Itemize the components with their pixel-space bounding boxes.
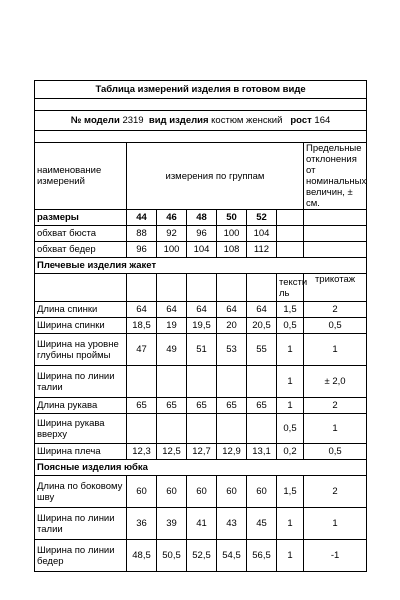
knit-tolerance: 2 <box>304 476 367 508</box>
value-cell <box>127 366 157 398</box>
spacer-row <box>35 99 367 111</box>
table-row <box>35 444 367 460</box>
value-cell: 12,3 <box>127 444 157 460</box>
textile-tolerance: 0,2 <box>277 444 304 460</box>
value-cell: 20,5 <box>247 318 277 334</box>
size-cell: 48 <box>187 210 217 226</box>
textile-tolerance: 0,5 <box>277 414 304 444</box>
value-cell: 60 <box>127 476 157 508</box>
value-cell: 48,5 <box>127 540 157 572</box>
table-row <box>35 226 367 242</box>
empty-cell <box>35 274 127 302</box>
value-cell: 18,5 <box>127 318 157 334</box>
knit-tolerance: 2 <box>304 398 367 414</box>
value-cell: 96 <box>127 242 157 258</box>
empty-cell <box>304 210 367 226</box>
value-cell: 65 <box>247 398 277 414</box>
row-label: обхват бюста <box>35 226 127 242</box>
knit-tolerance: 1 <box>304 414 367 444</box>
table-row <box>35 414 367 444</box>
value-cell: 54,5 <box>217 540 247 572</box>
value-cell <box>187 366 217 398</box>
value-cell <box>247 414 277 444</box>
height-value: 164 <box>314 115 331 126</box>
value-cell <box>157 366 187 398</box>
value-cell: 60 <box>157 476 187 508</box>
value-cell: 60 <box>247 476 277 508</box>
value-cell: 41 <box>187 508 217 540</box>
value-cell: 19,5 <box>187 318 217 334</box>
value-cell <box>217 366 247 398</box>
value-cell: 12,7 <box>187 444 217 460</box>
name-column-header: наименование измерений <box>35 143 127 210</box>
textile-tolerance: 1 <box>277 540 304 572</box>
value-cell: 60 <box>217 476 247 508</box>
table-row <box>35 508 367 540</box>
table-row <box>35 334 367 366</box>
textile-tolerance: 1 <box>277 334 304 366</box>
value-cell: 12,5 <box>157 444 187 460</box>
section-title-skirt: Поясные изделия юбка <box>35 460 367 476</box>
value-cell <box>187 414 217 444</box>
value-cell: 104 <box>187 242 217 258</box>
knit-tolerance: 1 <box>304 334 367 366</box>
model-info-line <box>35 111 367 131</box>
empty-cell <box>277 226 304 242</box>
height-label: рост <box>290 115 312 126</box>
value-cell: 53 <box>217 334 247 366</box>
textile-tolerance: 1 <box>277 398 304 414</box>
empty-cell <box>157 274 187 302</box>
empty-cell <box>217 274 247 302</box>
table-row <box>35 540 367 572</box>
value-cell: 47 <box>127 334 157 366</box>
textile-tolerance: 1,5 <box>277 302 304 318</box>
model-value: 2319 <box>122 115 144 126</box>
value-cell: 104 <box>247 226 277 242</box>
knit-tolerance: ± 2,0 <box>304 366 367 398</box>
knit-tolerance: 2 <box>304 302 367 318</box>
value-cell: 52,5 <box>187 540 217 572</box>
value-cell: 92 <box>157 226 187 242</box>
value-cell: 100 <box>217 226 247 242</box>
knit-tolerance: -1 <box>304 540 367 572</box>
row-label: Ширина спинки <box>35 318 127 334</box>
value-cell: 50,5 <box>157 540 187 572</box>
size-cell: 50 <box>217 210 247 226</box>
sizes-row <box>35 210 367 226</box>
spacer-row <box>35 131 367 143</box>
section-title-jacket: Плечевые изделия жакет <box>35 258 367 274</box>
table-row <box>35 476 367 508</box>
value-cell: 56,5 <box>247 540 277 572</box>
value-cell: 45 <box>247 508 277 540</box>
value-cell: 88 <box>127 226 157 242</box>
empty-cell <box>247 274 277 302</box>
value-cell: 65 <box>127 398 157 414</box>
row-label: Ширина плеча <box>35 444 127 460</box>
value-cell: 20 <box>217 318 247 334</box>
table-row <box>35 242 367 258</box>
empty-cell <box>127 274 157 302</box>
knit-tolerance: 0,5 <box>304 444 367 460</box>
groups-column-header: измерения по группам <box>127 143 304 210</box>
value-cell: 64 <box>127 302 157 318</box>
value-cell: 96 <box>187 226 217 242</box>
row-label: Ширина по линии бедер <box>35 540 127 572</box>
empty-cell <box>277 242 304 258</box>
tolerance-column-header: Предельные отклонения от номинальных величин, ± см. <box>304 143 367 210</box>
measurements-table <box>34 80 367 572</box>
value-cell <box>127 414 157 444</box>
row-label: Длина рукава <box>35 398 127 414</box>
size-cell: 46 <box>157 210 187 226</box>
empty-cell <box>304 242 367 258</box>
value-cell: 60 <box>187 476 217 508</box>
empty-cell <box>187 274 217 302</box>
value-cell: 112 <box>247 242 277 258</box>
knit-column-header: трикотаж <box>304 274 367 302</box>
kind-label: вид изделия <box>148 115 209 126</box>
value-cell: 39 <box>157 508 187 540</box>
value-cell: 49 <box>157 334 187 366</box>
value-cell: 65 <box>217 398 247 414</box>
textile-tolerance: 1 <box>277 508 304 540</box>
row-label: Длина спинки <box>35 302 127 318</box>
size-cell: 52 <box>247 210 277 226</box>
value-cell: 55 <box>247 334 277 366</box>
value-cell: 65 <box>187 398 217 414</box>
value-cell: 64 <box>187 302 217 318</box>
value-cell: 12,9 <box>217 444 247 460</box>
value-cell <box>157 414 187 444</box>
value-cell: 13,1 <box>247 444 277 460</box>
model-label: № модели <box>70 115 120 126</box>
textile-tolerance: 1 <box>277 366 304 398</box>
row-label: Ширина по линии талии <box>35 508 127 540</box>
table-row <box>35 318 367 334</box>
knit-tolerance: 1 <box>304 508 367 540</box>
empty-cell <box>304 226 367 242</box>
value-cell: 64 <box>157 302 187 318</box>
value-cell: 19 <box>157 318 187 334</box>
textile-tolerance: 0,5 <box>277 318 304 334</box>
table-title: Таблица измерений изделия в готовом виде <box>35 81 367 99</box>
table-row <box>35 366 367 398</box>
row-label: размеры <box>35 210 127 226</box>
size-cell: 44 <box>127 210 157 226</box>
textile-tolerance: 1,5 <box>277 476 304 508</box>
table-row <box>35 398 367 414</box>
row-label: Ширина на уровне глубины проймы <box>35 334 127 366</box>
value-cell: 43 <box>217 508 247 540</box>
knit-tolerance: 0,5 <box>304 318 367 334</box>
value-cell: 64 <box>247 302 277 318</box>
row-label: обхват бедер <box>35 242 127 258</box>
kind-value: костюм женский <box>211 115 283 126</box>
value-cell: 65 <box>157 398 187 414</box>
table-row <box>35 302 367 318</box>
row-label: Ширина по линии талии <box>35 366 127 398</box>
textile-column-header: тексти ль <box>277 274 304 302</box>
empty-cell <box>277 210 304 226</box>
value-cell: 100 <box>157 242 187 258</box>
value-cell: 36 <box>127 508 157 540</box>
value-cell <box>217 414 247 444</box>
value-cell: 64 <box>217 302 247 318</box>
value-cell: 51 <box>187 334 217 366</box>
row-label: Ширина рукава вверху <box>35 414 127 444</box>
value-cell: 108 <box>217 242 247 258</box>
row-label: Длина по боковому шву <box>35 476 127 508</box>
value-cell <box>247 366 277 398</box>
